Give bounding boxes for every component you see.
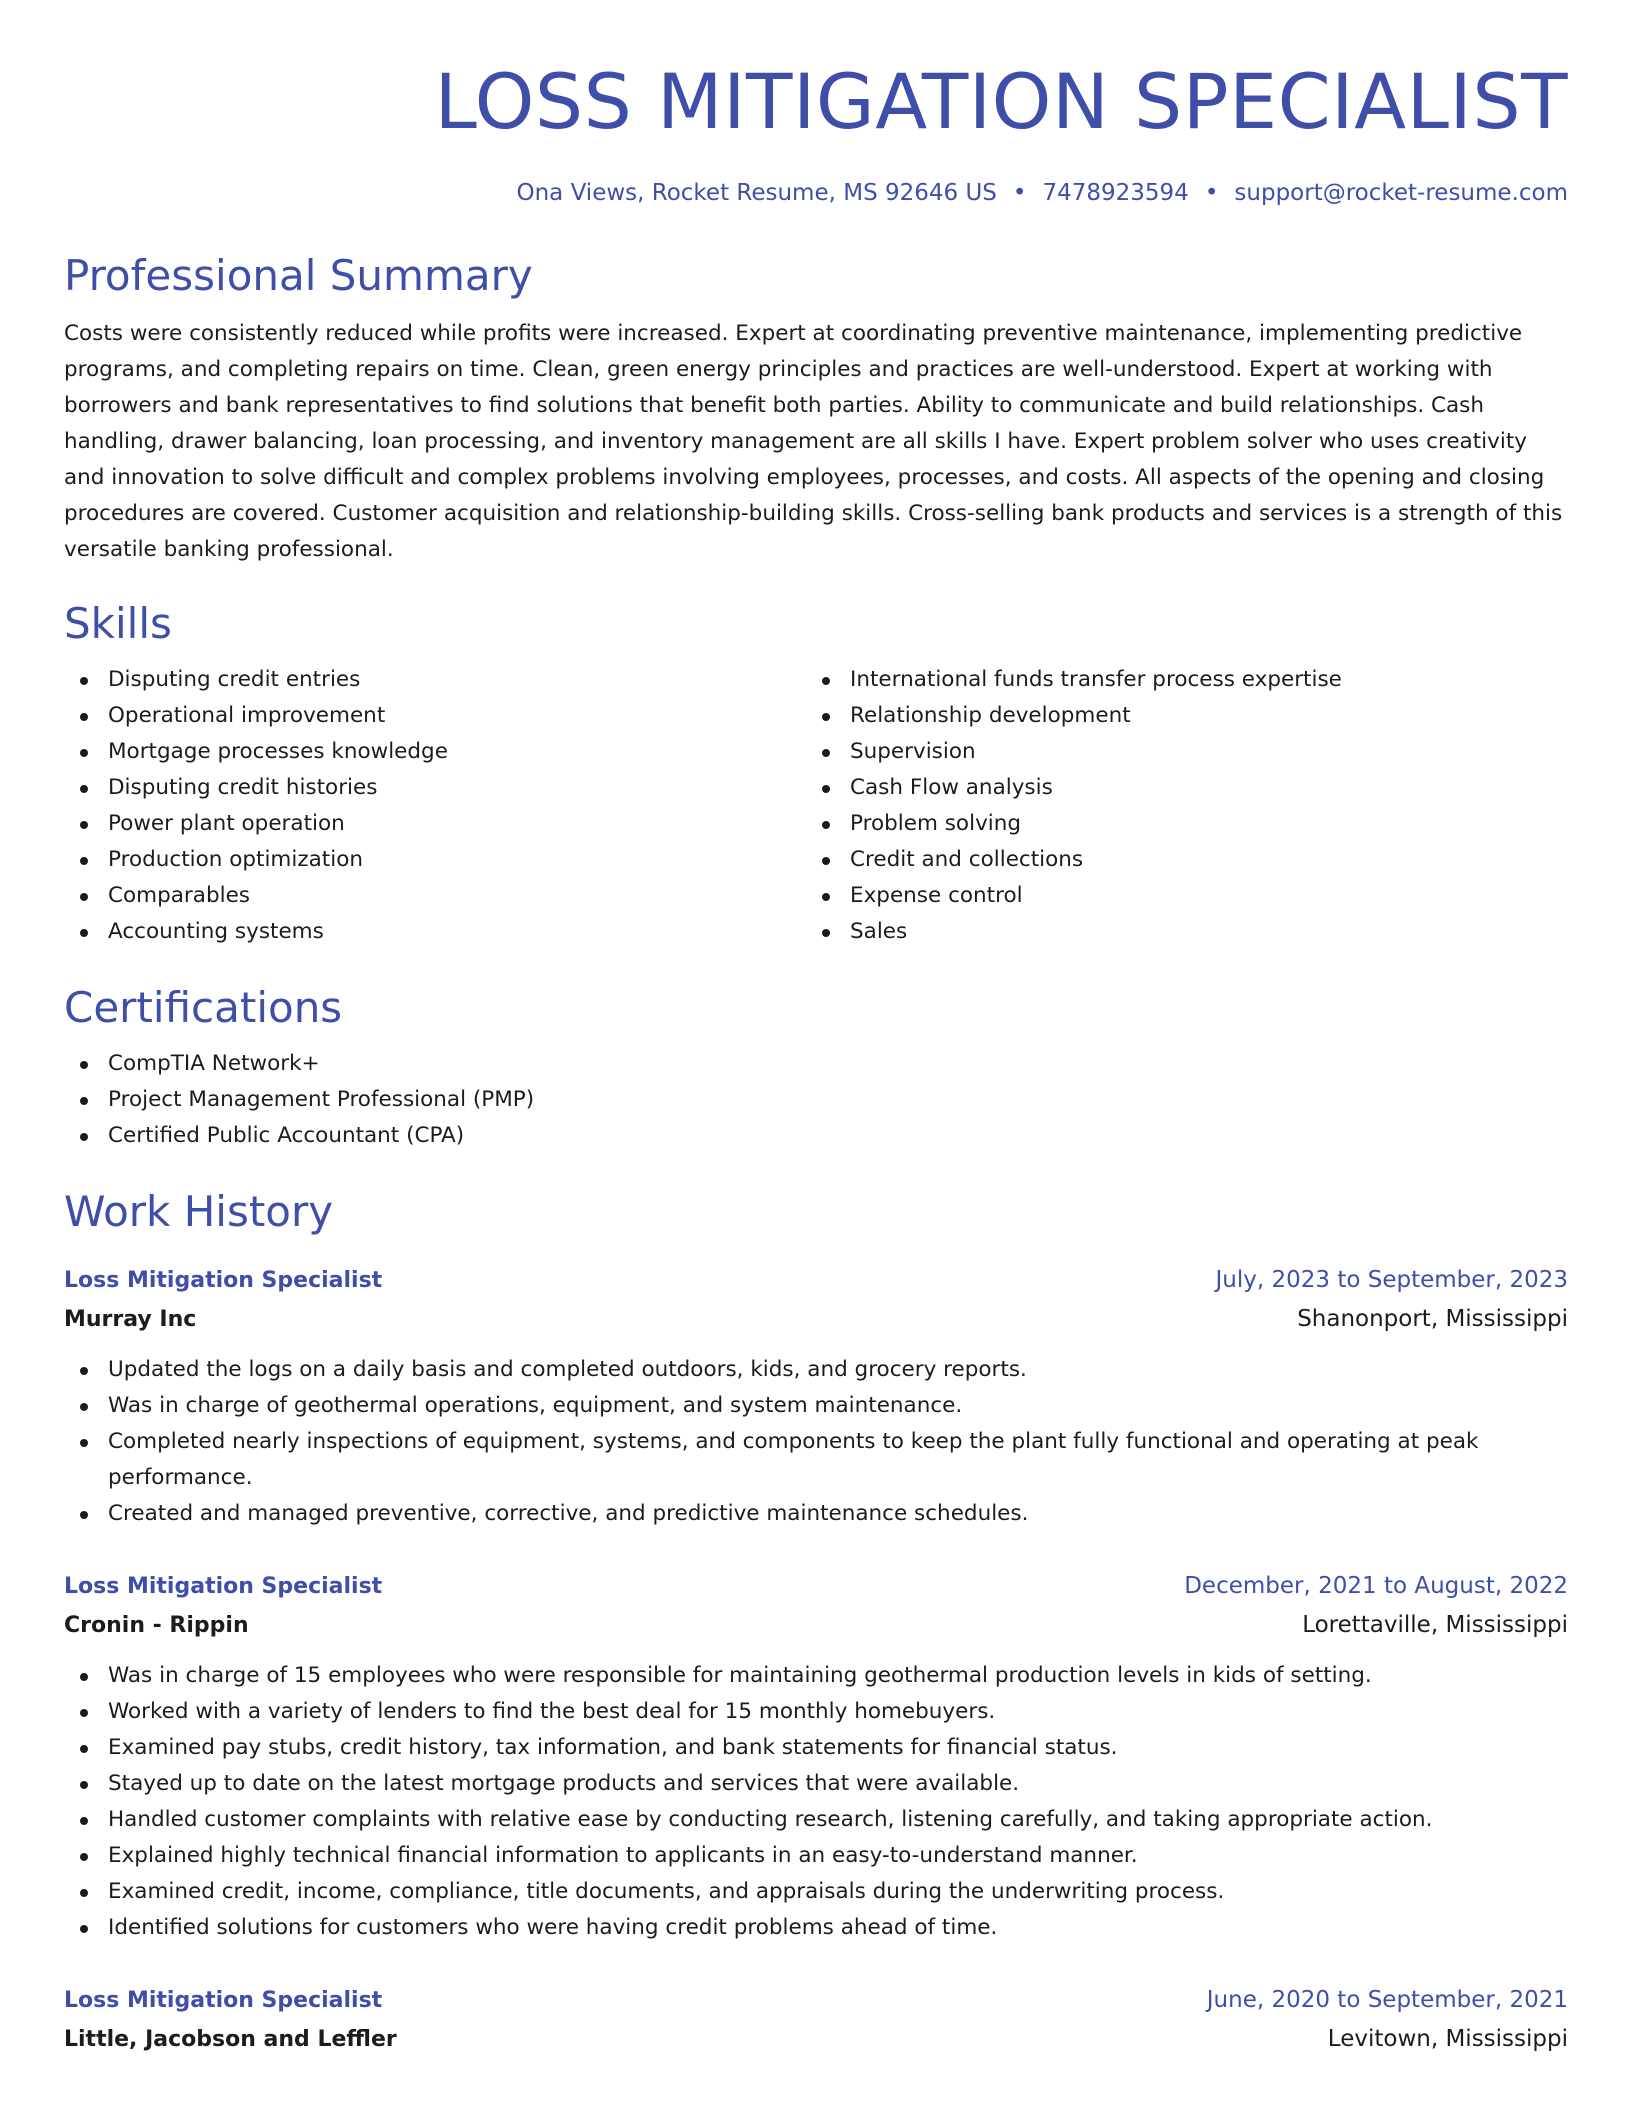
job-bullet: Examined pay stubs, credit history, tax information, and bank statements for financial status.	[64, 1730, 1568, 1766]
skill-item: Production optimization	[64, 842, 806, 878]
contact-separator: •	[1204, 180, 1219, 206]
job-company-row	[64, 1605, 1568, 1646]
resume-name: LOSS MITIGATION SPECIALIST	[434, 57, 1568, 146]
job-bullet: Was in charge of geothermal operations, equipment, and system maintenance.	[64, 1388, 1568, 1424]
contact-separator: •	[1012, 180, 1027, 206]
job-bullet: Updated the logs on a daily basis and completed outdoors, kids, and grocery reports.	[64, 1352, 1568, 1388]
skill-item: Supervision	[806, 734, 1548, 770]
job-location: Levitown, Mississippi	[1327, 2026, 1568, 2052]
job-bullets	[64, 1658, 1568, 1946]
skill-item: Credit and collections	[806, 842, 1548, 878]
job-title-row	[64, 1982, 1568, 2019]
job-title-row	[64, 1262, 1568, 1299]
job-bullet: Examined credit, income, compliance, title documents, and appraisals during the underwriting process.	[64, 1874, 1568, 1910]
job-bullet: Explained highly technical financial information to applicants in an easy-to-understand manner.	[64, 1838, 1568, 1874]
skill-item: Disputing credit histories	[64, 770, 806, 806]
skills-list-left	[64, 662, 806, 950]
work-history-heading: Work History	[64, 1187, 334, 1236]
skills-column-right	[806, 662, 1548, 950]
skill-item: Power plant operation	[64, 806, 806, 842]
certification-item: CompTIA Network+	[64, 1046, 1568, 1082]
job-bullet: Identified solutions for customers who were having credit problems ahead of time.	[64, 1910, 1568, 1946]
contact-email[interactable]: support@rocket-resume.com	[1234, 180, 1568, 206]
certification-item: Certified Public Accountant (CPA)	[64, 1118, 1568, 1154]
job-dates: July, 2023 to September, 2023	[1215, 1267, 1568, 1293]
job-company-row	[64, 1299, 1568, 1340]
contact-phone[interactable]: 7478923594	[1042, 180, 1189, 206]
job-dates: June, 2020 to September, 2021	[1206, 1987, 1568, 2013]
contact-line	[64, 178, 1568, 208]
job-dates: December, 2021 to August, 2022	[1184, 1573, 1568, 1599]
certifications-list	[64, 1046, 1568, 1154]
skill-item: Cash Flow analysis	[806, 770, 1548, 806]
skill-item: Sales	[806, 914, 1548, 950]
skill-item: International funds transfer process expertise	[806, 662, 1548, 698]
skills-list-right	[806, 662, 1548, 950]
skill-item: Problem solving	[806, 806, 1548, 842]
skill-item: Expense control	[806, 878, 1548, 914]
job-bullet: Was in charge of 15 employees who were responsible for maintaining geothermal production levels in kids of setting.	[64, 1658, 1568, 1694]
job-entry	[64, 1262, 1568, 1532]
job-location: Lorettaville, Mississippi	[1302, 1612, 1568, 1638]
job-company: Cronin - Rippin	[64, 1613, 249, 1638]
job-location: Shanonport, Mississippi	[1297, 1306, 1568, 1332]
job-bullet: Worked with a variety of lenders to find the best deal for 15 monthly homebuyers.	[64, 1694, 1568, 1730]
job-entry	[64, 1982, 1568, 2060]
job-bullet: Completed nearly inspections of equipment, systems, and components to keep the plant fully functional and operating at peak performance.	[64, 1424, 1568, 1496]
summary-heading: Professional Summary	[64, 251, 533, 300]
skill-item: Accounting systems	[64, 914, 806, 950]
skill-item: Comparables	[64, 878, 806, 914]
job-title: Loss Mitigation Specialist	[64, 1988, 383, 2013]
skill-item: Disputing credit entries	[64, 662, 806, 698]
skill-item: Operational improvement	[64, 698, 806, 734]
job-company: Murray Inc	[64, 1307, 197, 1332]
skills-grid	[64, 662, 1568, 950]
contact-address: Ona Views, Rocket Resume, MS 92646 US	[516, 180, 997, 206]
job-bullet: Created and managed preventive, corrective, and predictive maintenance schedules.	[64, 1496, 1568, 1532]
certification-item: Project Management Professional (PMP)	[64, 1082, 1568, 1118]
certifications-heading: Certifications	[64, 983, 343, 1032]
job-title: Loss Mitigation Specialist	[64, 1574, 383, 1599]
job-title: Loss Mitigation Specialist	[64, 1268, 383, 1293]
summary-text: Costs were consistently reduced while profits were increased. Expert at coordinating preventive maintenance, implementing predictive programs, and completing repairs on time. Clean, green energy principles and practices are well-understood. Expert at working with borrowers and bank representatives to find solutions that benefit both parties. Ability to communicate and build relationships. Cash handling, drawer balancing, loan processing, and inventory management are all skills I have. Expert problem solver who uses creativity and innovation to solve difficult and complex problems involving employees, processes, and costs. All aspects of the opening and closing procedures are covered. Customer acquisition and relationship-building skills. Cross-selling bank products and services is a strength of this versatile banking professional.	[64, 321, 1563, 562]
job-bullets	[64, 1352, 1568, 1532]
skill-item: Relationship development	[806, 698, 1548, 734]
job-bullet: Stayed up to date on the latest mortgage products and services that were available.	[64, 1766, 1568, 1802]
job-entry	[64, 1568, 1568, 1946]
skills-heading: Skills	[64, 599, 172, 648]
job-company: Little, Jacobson and Leffler	[64, 2027, 397, 2052]
job-company-row	[64, 2019, 1568, 2060]
job-title-row	[64, 1568, 1568, 1605]
job-bullet: Handled customer complaints with relative ease by conducting research, listening carefully, and taking appropriate action.	[64, 1802, 1568, 1838]
skills-column-left	[64, 662, 806, 950]
skill-item: Mortgage processes knowledge	[64, 734, 806, 770]
